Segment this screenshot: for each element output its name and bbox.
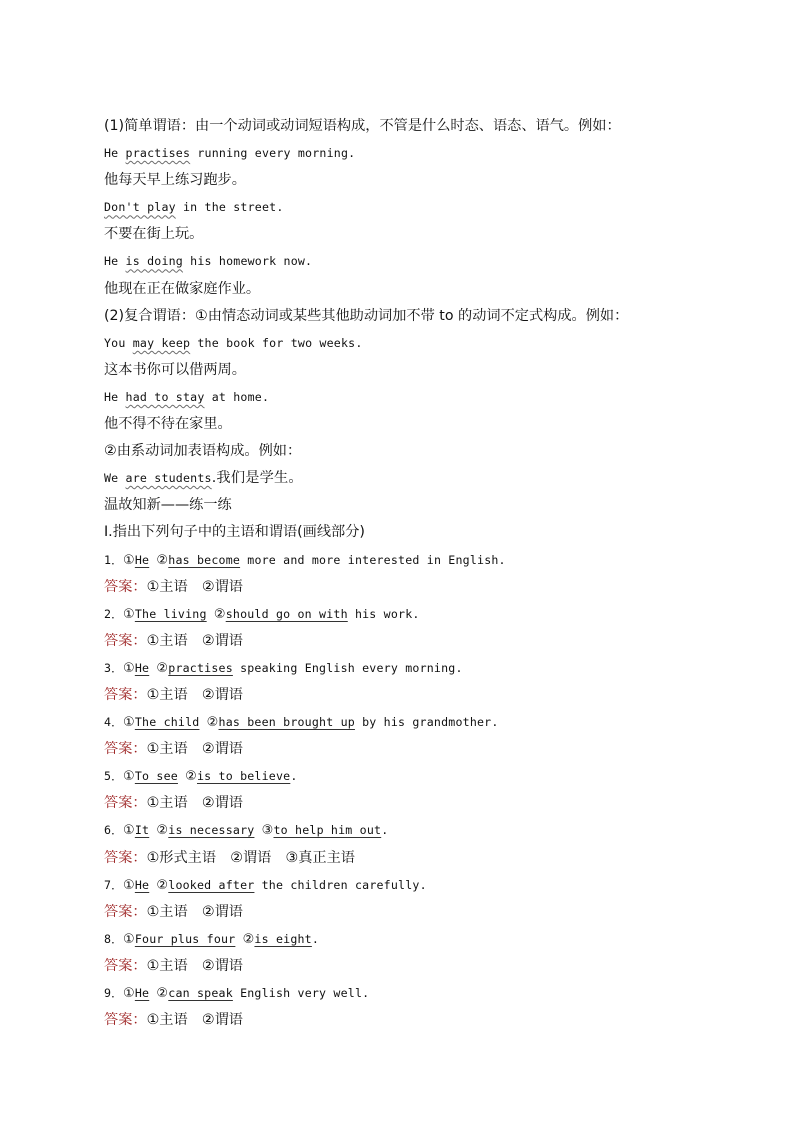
text-segment: ①: [122, 606, 135, 622]
predicate-underline: practises: [168, 660, 233, 675]
text-segment: ①: [122, 986, 135, 1001]
text-segment: 1．: [104, 552, 123, 567]
text-segment: 2．: [104, 606, 123, 621]
text-segment: ②: [156, 823, 169, 839]
answer-label: 答案：: [104, 632, 147, 649]
text-segment: 4．: [104, 715, 123, 730]
text-segment: .我们是学生。: [211, 470, 303, 487]
exercise-answer: [104, 953, 704, 980]
text-segment: ②: [206, 715, 219, 731]
example-sentence: [104, 194, 704, 221]
text-segment: ②: [156, 552, 169, 568]
predicate-underline: had to stay: [125, 389, 205, 404]
document-body: [104, 113, 704, 1034]
text-segment: ②: [156, 660, 169, 676]
text-segment: ①: [122, 715, 135, 731]
exercise-item: [104, 709, 704, 736]
text-segment: 7．: [104, 877, 123, 892]
real-subject-underline: to help him out: [273, 823, 382, 838]
predicate-underline: is to believe: [196, 769, 291, 784]
example-sentence: [104, 248, 704, 275]
exercise-item: [104, 926, 704, 953]
exercise-item: [104, 601, 704, 628]
example-translation: 他不得不待在家里。: [104, 416, 232, 433]
text-segment: ①: [122, 931, 135, 947]
text-segment: He: [104, 254, 126, 269]
text-segment: ①主语 ②谓语: [146, 686, 243, 703]
text-segment: ①主语 ②谓语: [146, 795, 243, 812]
text-segment: He: [104, 389, 126, 404]
example-sentence: [104, 330, 704, 357]
exercise-answer: [104, 682, 704, 709]
text-segment: ①: [122, 769, 135, 785]
text-segment: ②: [156, 877, 169, 893]
predicate-underline: has become: [168, 552, 241, 567]
answer-label: 答案：: [104, 686, 147, 703]
text-segment: 6．: [104, 823, 123, 838]
text-segment: He: [104, 146, 126, 161]
exercise-item: [104, 763, 704, 790]
predicate-underline: looked after: [168, 877, 255, 892]
predicate-underline: are students: [125, 471, 212, 486]
text-segment: 3．: [104, 660, 123, 675]
text-segment: the book for two weeks.: [190, 335, 363, 350]
predicate-underline: is eight: [254, 931, 312, 946]
example-translation: 这本书你可以借两周。: [104, 361, 246, 378]
exercise-answer: [104, 574, 704, 601]
text-segment: running every morning.: [190, 146, 356, 161]
subject-underline: The child: [134, 715, 200, 730]
text-segment: ①: [122, 552, 135, 568]
exercise-item: [104, 980, 704, 1007]
exercise-answer: [104, 628, 704, 655]
text-segment: 8．: [104, 931, 123, 946]
simple-predicate-rule: (1)简单谓语：由一个动词或动词短语构成，不管是什么时态、语态、语气。例如：: [104, 118, 621, 134]
predicate-underline: should go on with: [225, 606, 348, 621]
answer-label: 答案：: [104, 957, 147, 974]
text-segment: at home.: [204, 389, 270, 404]
exercise-answer: [104, 736, 704, 763]
exercise-answer: [104, 845, 704, 872]
subject-underline: To see: [134, 769, 178, 784]
text-segment: You: [104, 335, 133, 350]
subject-underline: The living: [134, 606, 207, 621]
text-segment: ①主语 ②谓语: [146, 632, 243, 649]
text-segment: ③: [261, 823, 274, 839]
example-sentence: [104, 465, 704, 492]
compound-predicate-rule: (2)复合谓语：①由情态动词或某些其他助动词加不带 to 的动词不定式构成。例如：: [104, 307, 629, 324]
predicate-underline: may keep: [132, 335, 191, 350]
answer-label: 答案：: [104, 903, 147, 920]
text-segment: We: [104, 471, 126, 486]
text-segment: ②: [185, 769, 197, 785]
text-segment: ①主语 ②谓语: [146, 741, 243, 758]
predicate-underline: has been brought up: [218, 715, 355, 730]
text-segment: in the street.: [175, 200, 284, 215]
subject-underline: Four plus four: [134, 931, 236, 946]
exercise-item: [104, 872, 704, 899]
exercise-item: [104, 547, 704, 574]
text-segment: more and more interested in English.: [240, 552, 506, 567]
predicate-underline: is necessary: [168, 823, 255, 838]
text-segment: 9．: [104, 986, 123, 1000]
predicate-underline: can speak: [168, 986, 233, 1000]
answer-label: 答案：: [104, 849, 147, 866]
text-segment: ①: [122, 660, 135, 676]
text-segment: .: [290, 769, 298, 784]
formal-subject-underline: It: [134, 823, 150, 838]
text-segment: English very well.: [232, 986, 370, 1000]
text-segment: ①形式主语 ②谓语 ③真正主语: [146, 849, 355, 866]
text-segment: ①: [122, 877, 135, 893]
predicate-underline: practises: [125, 146, 191, 161]
predicate-underline: is doing: [125, 254, 183, 269]
text-segment: ②: [156, 986, 169, 1001]
linking-verb-rule: ②由系动词加表语构成。例如：: [104, 443, 302, 460]
subject-underline: He: [134, 877, 150, 892]
text-segment: .: [381, 823, 389, 838]
text-segment: his homework now.: [183, 254, 313, 269]
answer-label: 答案：: [104, 1012, 147, 1029]
answer-label: 答案：: [104, 578, 147, 595]
example-translation: 他每天早上练习跑步。: [104, 172, 246, 189]
text-segment: speaking English every morning.: [232, 660, 463, 675]
text-segment: his work.: [347, 606, 420, 621]
example-sentence: [104, 140, 704, 167]
text-segment: .: [311, 931, 320, 946]
subject-underline: He: [134, 552, 150, 567]
predicate-underline: Don't play: [104, 200, 176, 215]
text-segment: 5．: [104, 769, 123, 784]
exercise-item: [104, 817, 704, 844]
example-sentence: [104, 384, 704, 411]
answer-label: 答案：: [104, 741, 147, 758]
example-translation: 他现在正在做家庭作业。: [104, 280, 261, 297]
text-segment: ②: [213, 606, 226, 622]
exercise-heading: Ⅰ.指出下列句子中的主语和谓语(画线部分): [104, 524, 365, 541]
text-segment: ①主语 ②谓语: [146, 957, 243, 974]
example-translation: 不要在街上玩。: [104, 226, 204, 243]
text-segment: ①: [122, 823, 135, 839]
subject-underline: He: [134, 660, 150, 675]
text-segment: ①主语 ②谓语: [146, 903, 243, 920]
exercise-answer: [104, 1007, 704, 1034]
text-segment: ①主语 ②谓语: [146, 578, 243, 595]
answer-label: 答案：: [104, 795, 147, 812]
text-segment: by his grandmother.: [354, 715, 499, 730]
text-segment: the children carefully.: [254, 877, 427, 892]
exercise-answer: [104, 899, 704, 926]
text-segment: ①主语 ②谓语: [146, 1012, 243, 1029]
review-heading: 温故知新——练一练: [104, 497, 232, 514]
text-segment: ②: [242, 931, 255, 947]
exercise-item: [104, 655, 704, 682]
subject-underline: He: [134, 986, 150, 1000]
exercise-answer: [104, 790, 704, 817]
